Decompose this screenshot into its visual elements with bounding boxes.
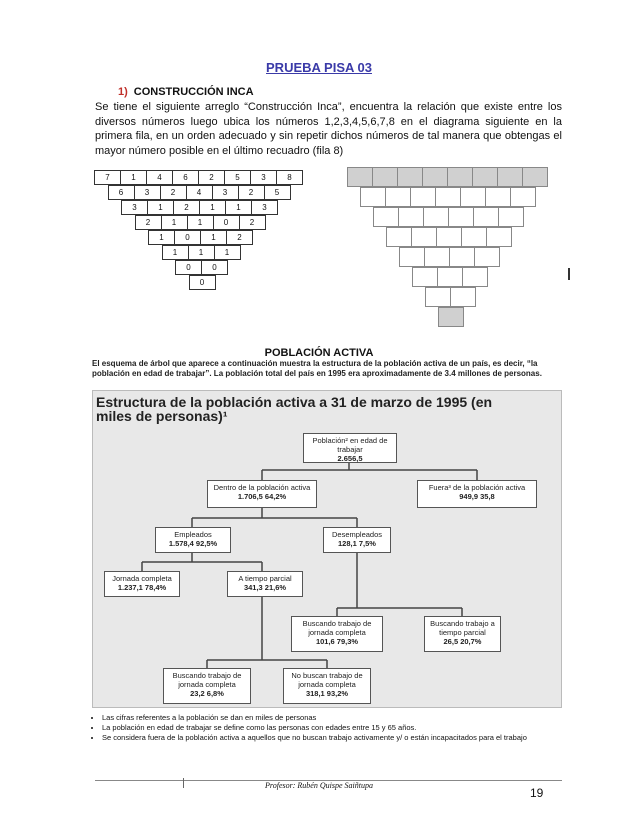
answer-box[interactable] [386, 227, 412, 247]
page-title: PRUEBA PISA 03 [266, 60, 372, 75]
triangle-cell: 1 [199, 200, 226, 215]
triangle-cell: 3 [251, 200, 278, 215]
answer-box[interactable] [373, 207, 399, 227]
answer-row [439, 307, 464, 327]
triangle-cell: 2 [160, 185, 187, 200]
node-label: Fuera³ de la población activa [428, 483, 526, 492]
node-value: 128,1 7,5% [338, 539, 376, 548]
note-item: • Las cifras referentes a la población se dan en miles de personas [102, 713, 562, 723]
node-value: 1.578,4 92,5% [168, 539, 218, 548]
answer-box[interactable] [447, 167, 473, 187]
answer-row [413, 267, 488, 287]
tree-node-seeking-full-time [291, 616, 383, 652]
triangle-cell: 3 [134, 185, 161, 200]
answer-box[interactable] [397, 167, 423, 187]
node-label: Dentro de la población activa [213, 483, 311, 492]
answer-box[interactable] [423, 207, 449, 227]
tree-node-part-time-not-seeking [283, 668, 371, 704]
node-value: 318,1 93,2% [305, 689, 349, 698]
answer-box[interactable] [360, 187, 386, 207]
triangle-cell: 1 [161, 215, 188, 230]
node-value: 949,9 35,8 [459, 492, 495, 501]
answer-row [374, 207, 524, 227]
triangle-cell: 0 [175, 260, 202, 275]
answer-box[interactable] [438, 307, 464, 327]
tree-node-inactive [417, 480, 537, 508]
triangle-cell: 1 [214, 245, 241, 260]
triangle-cell: 1 [187, 215, 214, 230]
triangle-row [136, 215, 266, 230]
triangle-row [176, 260, 228, 275]
answer-row [426, 287, 476, 307]
answer-box[interactable] [498, 207, 524, 227]
triangle-cell: 1 [200, 230, 227, 245]
answer-box[interactable] [474, 247, 500, 267]
triangle-cell: 2 [238, 185, 265, 200]
node-label: Buscando trabajo de jornada completa [302, 619, 372, 637]
triangle-cell: 1 [148, 230, 175, 245]
page-number: 19 [530, 786, 544, 800]
answer-box[interactable] [449, 247, 475, 267]
exercise-heading [118, 86, 254, 98]
note-item: • La población en edad de trabajar se define como las personas con edades entre 15 y 65 años. [102, 723, 562, 733]
triangle-row [149, 230, 253, 245]
node-label: No buscan trabajo de jornada completa [291, 671, 363, 689]
triangle-cell: 6 [172, 170, 199, 185]
answer-box[interactable] [437, 267, 463, 287]
tree-notes [92, 713, 562, 743]
exercise-name: CONSTRUCCIÓN INCA [133, 86, 254, 98]
triangle-cell: 0 [213, 215, 240, 230]
triangle-cell: 3 [250, 170, 277, 185]
answer-box[interactable] [410, 187, 436, 207]
triangle-row [109, 185, 291, 200]
answer-box[interactable] [485, 187, 511, 207]
answer-box[interactable] [411, 227, 437, 247]
answer-box[interactable] [450, 287, 476, 307]
triangle-cell: 2 [135, 215, 162, 230]
section-intro: El esquema de árbol que aparece a continuación muestra la estructura de la población activa de un país, es decir, “la población en edad de trabajar”. La población total del país en 1995 era aproximadamente de 3.4 millones de personas. [92, 359, 542, 378]
section-heading: POBLACIÓN ACTIVA [264, 347, 374, 359]
node-label: Buscando trabajo a tiempo parcial [430, 619, 495, 637]
node-label: Población² en edad de trabajar [312, 436, 388, 454]
answer-box[interactable] [497, 167, 523, 187]
triangle-row [122, 200, 278, 215]
answer-box[interactable] [422, 167, 448, 187]
triangle-cell: 1 [225, 200, 252, 215]
answer-box[interactable] [461, 227, 487, 247]
answer-box[interactable] [462, 267, 488, 287]
answer-box[interactable] [347, 167, 373, 187]
exercise-intro: Se tiene el siguiente arreglo “Construcción Inca”, encuentra la relación que existe entre los diversos números luego ubica los números 1,2,3,4,5,6,7,8 en el diagrama siguiente en la primera fila, en un orden adecuado y sin repetir dichos números de tal manera que obtengas el mayor número posible en el último recuadro (fila 8) [95, 101, 562, 157]
footer-author: Profesor: Rubén Quispe Saiñtupa [265, 781, 373, 790]
tree-diagram-title: Estructura de la población activa a 31 de marzo de 1995 (en miles de personas)¹ [96, 394, 493, 424]
triangle-cell: 1 [120, 170, 147, 185]
answer-box[interactable] [399, 247, 425, 267]
node-label: Jornada completa [112, 574, 172, 583]
triangle-cell: 6 [108, 185, 135, 200]
note-item: • Se considera fuera de la población activa a aquellos que no buscan trabajo activamente y/ o están incapacitados para el trabajo [102, 733, 562, 743]
answer-box[interactable] [460, 187, 486, 207]
tree-node-active [207, 480, 317, 508]
triangle-cell: 2 [239, 215, 266, 230]
triangle-cell: 2 [226, 230, 253, 245]
answer-box[interactable] [473, 207, 499, 227]
answer-box[interactable] [385, 187, 411, 207]
triangle-row [163, 245, 241, 260]
triangle-cell: 3 [212, 185, 239, 200]
tree-node-part-time-seeking-full [163, 668, 251, 704]
tree-node-employed [155, 527, 231, 553]
answer-box[interactable] [448, 207, 474, 227]
triangle-cell: 2 [198, 170, 225, 185]
answer-box[interactable] [510, 187, 536, 207]
node-value: 26,5 20,7% [443, 637, 482, 646]
triangle-cell: 0 [201, 260, 228, 275]
triangle-cell: 1 [162, 245, 189, 260]
answer-box[interactable] [435, 187, 461, 207]
triangle-cell: 4 [146, 170, 173, 185]
node-label: Buscando trabajo de jornada completa [172, 671, 242, 689]
triangle-cell: 8 [276, 170, 303, 185]
triangle-cell: 1 [188, 245, 215, 260]
answer-box[interactable] [412, 267, 438, 287]
tree-node-seeking-part-time [424, 616, 501, 652]
node-label: Desempleados [331, 530, 383, 539]
tree-node-working-age [303, 433, 397, 463]
node-value: 1.706,5 64,2% [237, 492, 287, 501]
triangle-cell: 5 [264, 185, 291, 200]
triangle-cell: 5 [224, 170, 251, 185]
triangle-cell: 0 [174, 230, 201, 245]
answer-box[interactable] [522, 167, 548, 187]
triangle-cell: 0 [189, 275, 216, 290]
answer-box[interactable] [372, 167, 398, 187]
triangle-cell: 7 [94, 170, 121, 185]
answer-row [361, 187, 536, 207]
tree-node-full-time [104, 571, 180, 597]
answer-box[interactable] [425, 287, 451, 307]
node-value: 341,3 21,6% [243, 583, 287, 592]
tree-node-unemployed [323, 527, 391, 553]
answer-box[interactable] [424, 247, 450, 267]
triangle-cell: 4 [186, 185, 213, 200]
tree-node-part-time [227, 571, 303, 597]
triangle-row [190, 275, 216, 290]
node-label: Empleados [174, 530, 212, 539]
answer-row [400, 247, 500, 267]
node-value: 101,6 79,3% [315, 637, 359, 646]
node-value: 1.237,1 78,4% [117, 583, 167, 592]
triangle-cell: 3 [121, 200, 148, 215]
triangle-cell: 1 [147, 200, 174, 215]
answer-box[interactable] [436, 227, 462, 247]
answer-box[interactable] [472, 167, 498, 187]
triangle-cell: 2 [173, 200, 200, 215]
node-value: 2.656,5 [337, 454, 363, 463]
answer-box[interactable] [486, 227, 512, 247]
answer-row [348, 167, 548, 187]
answer-box[interactable] [398, 207, 424, 227]
triangle-row [95, 170, 303, 185]
node-label: A tiempo parcial [238, 574, 292, 583]
margin-mark [568, 268, 570, 280]
answer-row [387, 227, 512, 247]
exercise-number: 1) [118, 86, 128, 98]
node-value: 23,2 6,8% [190, 689, 224, 698]
